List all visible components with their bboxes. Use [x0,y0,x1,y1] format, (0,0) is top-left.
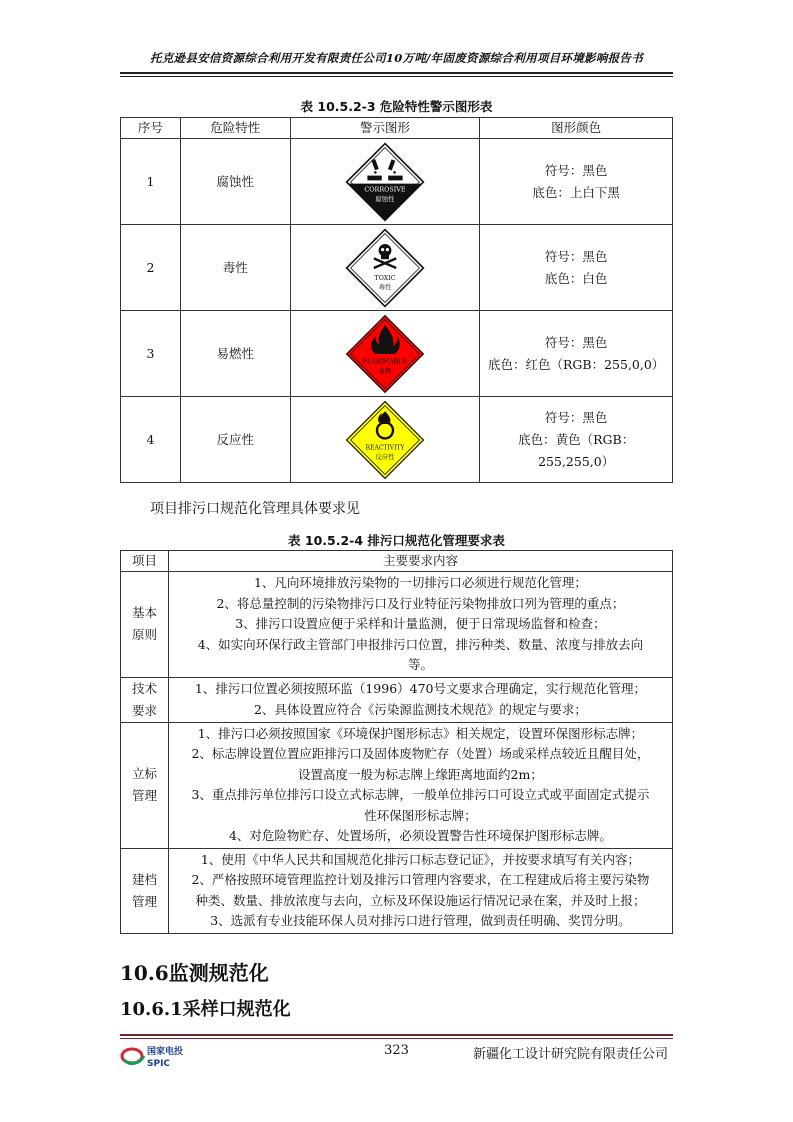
col-header-hazard: 危险特性 [180,118,290,139]
col-header-color: 图形颜色 [480,118,673,139]
content-line: 设置高度一般为标志牌上缘距离地面约2m； [298,766,543,782]
table-row [121,311,673,397]
row-content [168,722,672,848]
table-header-row [121,118,673,139]
content-line: 等。 [407,657,433,672]
subsection-heading: 10.6.1采样口规范化 [120,999,291,1020]
color-symbol: 符号：黑色 [544,162,608,178]
row-hazard: 反应性 [180,397,290,483]
content-line: 2、具体设置应符合《污染源监测技术规范》的规定与要求； [253,701,587,717]
row-item-line1: 技术 [131,680,157,696]
row-no: 1 [121,139,181,225]
sign-cn-label: 易燃 [378,366,392,375]
toxic-sign-icon [337,228,433,308]
content-line: 性环保图形标志牌； [364,807,477,823]
table-row [121,139,673,225]
row-item-line1: 立标 [131,766,157,781]
row-item [121,572,169,678]
col-header-item: 项目 [121,551,169,572]
header-rule [120,72,673,74]
sign-cell [290,139,480,225]
table-header-row [121,551,673,572]
content-line: 4、如实向环保行政主管部门申报排污口位置，排污种类、数量、浓度与排放去向 [197,636,644,652]
color-background-cont: 255,255,0） [538,453,615,469]
sign-cn-label: 毒性 [378,282,392,291]
row-no: 4 [121,397,181,483]
table-row [121,722,673,848]
corrosive-sign-icon [337,142,433,222]
color-background: 底色：白色 [544,270,608,286]
col-header-no: 序号 [121,118,181,139]
content-line: 3、重点排污单位排污口设立式标志牌，一般单位排污口可设立式或平面固定式提示 [191,787,650,802]
sign-en-label: CORROSIVE [364,185,406,194]
row-item-line1: 基本 [131,605,157,621]
header-title: 托克逊县安信资源综合利用开发有限责任公司10万吨/年固废资源综合利用项目环境影响报告书 [149,51,644,65]
sign-cn-label: 反应性 [375,452,395,461]
section-heading: 10.6监测规范化 [120,961,269,985]
content-line: 1、排污口必须按照国家《环境保护图形标志》相关规定，设置环保图形标志牌； [197,725,644,741]
table-row [121,848,673,933]
row-item-line2: 要求 [131,702,157,718]
row-no: 2 [121,225,181,311]
table2-caption: 表 10.5.2-4 排污口规范化管理要求表 [288,533,505,548]
logo-cn: 国家电投 [147,1047,184,1057]
sign-cn-label: 腐蚀性 [375,194,395,203]
row-color [480,311,673,397]
content-line: 1、使用《中华人民共和国规范化排污口标志登记证》，并按要求填写有关内容； [200,851,641,867]
row-color [480,225,673,311]
row-color [480,397,673,483]
flammable-sign-icon [337,314,433,394]
sign-en-label: TOXIC [374,273,396,282]
footer-company: 新疆化工设计研究院有限责任公司 [472,1047,668,1062]
row-no: 3 [121,311,181,397]
row-item-line2: 管理 [131,788,157,803]
sign-cell [290,225,480,311]
color-symbol: 符号：黑色 [544,334,608,350]
table-row [121,225,673,311]
row-item-line2: 管理 [131,893,157,909]
row-item [121,677,169,722]
content-line: 种类、数量、排放浓度与去向，立标及环保设施运行情况记录在案，并及时上报； [195,892,646,908]
reactivity-sign-icon [337,400,433,480]
content-line: 2、标志牌设置位置应距排污口及固体废物贮存（处置）场或采样点较近且醒目处， [191,746,650,761]
sign-en-label: FLAMMABLE [362,357,408,366]
table-row [121,572,673,678]
content-line: 2、严格按照环境管理监控计划及排污口管理内容要求，在工程建成后将主要污染物 [191,872,650,887]
footer-rule [120,1034,673,1036]
row-content [168,572,672,678]
content-line: 3、选派有专业技能环保人员对排污口进行管理，做到责任明确、奖罚分明。 [210,913,631,928]
row-hazard: 毒性 [180,225,290,311]
row-hazard: 易燃性 [180,311,290,397]
row-item [121,848,169,933]
page-number: 323 [384,1043,409,1058]
sign-cell [290,311,480,397]
outlet-management-table [120,550,673,934]
row-item-line2: 原则 [131,627,157,643]
sign-en-label: REACTIVITY [365,444,405,452]
hazard-sign-table [120,117,673,483]
color-background: 底色：红色（RGB：255,0,0） [488,356,665,372]
footer-rule-thin [120,1038,673,1039]
color-background: 底色：黄色（RGB： [518,431,635,447]
row-content [168,848,672,933]
sign-cell [290,397,480,483]
row-item-line1: 建档 [131,871,157,887]
content-line: 1、凡向环境排放污染物的一切排污口必须进行规范化管理； [253,575,587,590]
content-line: 1、排污口位置必须按照环监（1996）470号文要求合理确定，实行规范化管理； [194,681,647,696]
color-symbol: 符号：黑色 [544,409,608,425]
col-header-sign: 警示图形 [290,118,480,139]
body-paragraph: 项目排污口规范化管理具体要求见 [150,501,360,517]
logo-en: SPIC [147,1059,171,1069]
row-color [480,139,673,225]
row-hazard: 腐蚀性 [180,139,290,225]
content-line: 2、将总量控制的污染物排污口及行业特征污染物排放口列为管理的重点； [216,595,625,611]
content-line: 3、排污口设置应便于采样和计量监测，便于日常现场监督和检查； [235,616,606,631]
table-row [121,397,673,483]
content-line: 4、对危险物贮存、处置场所，必须设置警告性环境保护图形标志牌。 [228,828,612,843]
color-background: 底色：上白下黑 [532,184,620,200]
table1-caption: 表 10.5.2-3 危险特性警示图形表 [300,99,493,114]
row-item [121,722,169,848]
header-rule-thin [120,76,673,77]
table-row [121,677,673,722]
row-content [168,677,672,722]
color-symbol: 符号：黑色 [544,248,608,264]
col-header-content: 主要要求内容 [168,551,672,572]
